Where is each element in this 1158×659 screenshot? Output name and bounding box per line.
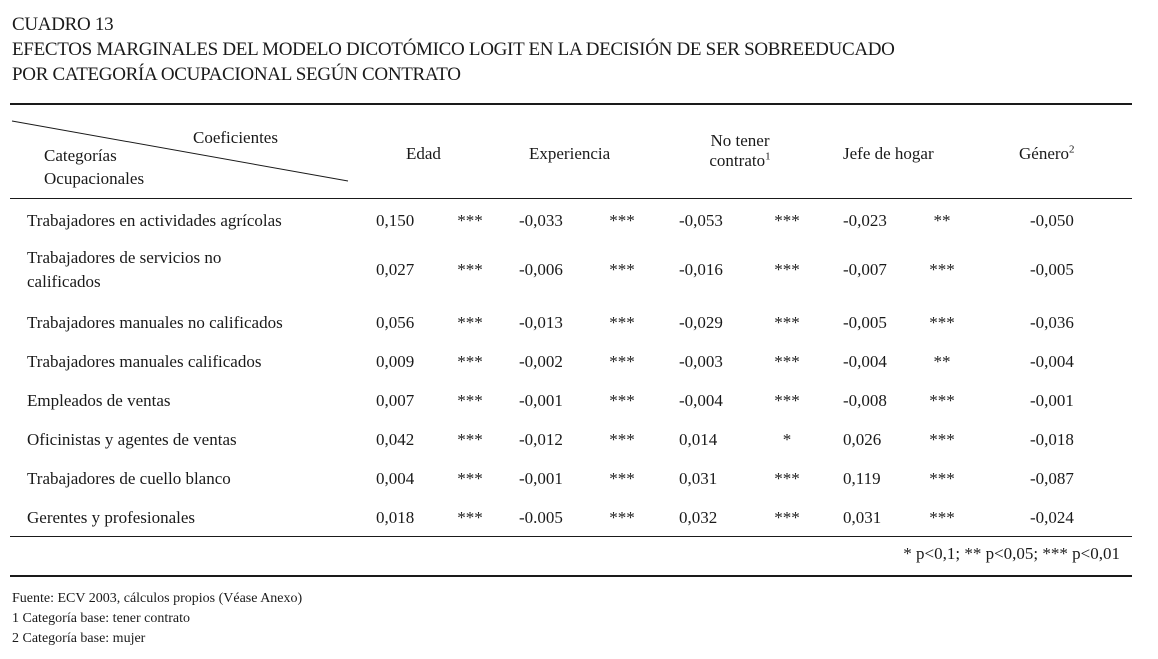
coefficient-value: 0,009 bbox=[376, 352, 415, 371]
coefficient-value: -0,008 bbox=[843, 391, 887, 410]
significance-stars: *** bbox=[457, 430, 483, 449]
row-label: Trabajadores de cuello blanco bbox=[27, 469, 231, 488]
coefficient-value: 0,031 bbox=[679, 469, 718, 488]
significance-stars: ** bbox=[933, 352, 951, 371]
significance-stars: *** bbox=[457, 260, 483, 279]
top-rule bbox=[10, 103, 1132, 105]
coefficient-value: -0,005 bbox=[1030, 260, 1074, 279]
source-note: Fuente: ECV 2003, cálculos propios (Véase Anexo) bbox=[12, 591, 303, 606]
significance-stars: *** bbox=[457, 508, 483, 527]
coefficient-value: -0,024 bbox=[1030, 508, 1074, 527]
footnotes bbox=[12, 589, 302, 649]
footnote-2: 2 Categoría base: mujer bbox=[12, 631, 146, 646]
significance-stars: *** bbox=[774, 211, 800, 230]
significance-stars: *** bbox=[929, 313, 955, 332]
header-categorias: Categorías bbox=[44, 146, 117, 165]
coefficient-value: -0,087 bbox=[1030, 469, 1074, 488]
table-number: CUADRO 13 bbox=[12, 14, 114, 35]
table-title bbox=[12, 12, 895, 87]
row-label: Trabajadores manuales calificados bbox=[27, 352, 262, 371]
header-edad: Edad bbox=[406, 144, 441, 163]
coefficient-value: -0,029 bbox=[679, 313, 723, 332]
coefficient-value: -0.005 bbox=[519, 508, 563, 527]
significance-stars: *** bbox=[609, 508, 635, 527]
significance-stars: ** bbox=[933, 211, 951, 230]
coefficient-value: -0,004 bbox=[843, 352, 887, 371]
significance-legend: * p<0,1; ** p<0,05; *** p<0,01 bbox=[903, 544, 1120, 563]
coefficient-value: 0,119 bbox=[843, 469, 881, 488]
coefficient-value: -0,016 bbox=[679, 260, 723, 279]
significance-stars: *** bbox=[609, 211, 635, 230]
coefficient-value: 0,150 bbox=[376, 211, 415, 230]
significance-stars: *** bbox=[609, 352, 635, 371]
significance-stars: *** bbox=[609, 260, 635, 279]
coefficient-value: -0,013 bbox=[519, 313, 563, 332]
coefficient-value: -0,018 bbox=[1030, 430, 1074, 449]
significance-stars: *** bbox=[457, 352, 483, 371]
significance-stars: *** bbox=[774, 260, 800, 279]
significance-stars: *** bbox=[457, 469, 483, 488]
coefficient-value: -0,053 bbox=[679, 211, 723, 230]
coefficient-value: 0,018 bbox=[376, 508, 415, 527]
significance-stars: * bbox=[782, 430, 792, 449]
coefficient-value: 0,004 bbox=[376, 469, 415, 488]
header-jefe-de-hogar: Jefe de hogar bbox=[843, 144, 934, 163]
significance-stars: *** bbox=[774, 391, 800, 410]
significance-stars: *** bbox=[774, 469, 800, 488]
row-label: Gerentes y profesionales bbox=[27, 508, 196, 527]
significance-stars: *** bbox=[929, 469, 955, 488]
footnote-1: 1 Categoría base: tener contrato bbox=[12, 611, 191, 626]
coefficient-value: 0,056 bbox=[376, 313, 415, 332]
significance-stars: *** bbox=[774, 352, 800, 371]
significance-stars: *** bbox=[457, 211, 483, 230]
row-label: Trabajadores manuales no calificados bbox=[27, 313, 283, 332]
header-genero: Género$^2$ bbox=[1019, 143, 1075, 163]
row-label: Trabajadores de servicios no calificados bbox=[27, 248, 222, 291]
row-label: Empleados de ventas bbox=[27, 391, 171, 410]
coefficient-value: 0,027 bbox=[376, 260, 415, 279]
coefficient-value: -0,003 bbox=[679, 352, 723, 371]
title-line-1: EFECTOS MARGINALES DEL MODELO DICOTÓMICO LOGIT EN LA DECISIÓN DE SER SOBREEDUCADO bbox=[12, 39, 895, 60]
coefficient-value: -0,002 bbox=[519, 352, 563, 371]
coefficient-value: -0,007 bbox=[843, 260, 887, 279]
coefficient-value: -0,001 bbox=[519, 469, 563, 488]
significance-stars: *** bbox=[457, 391, 483, 410]
header-ocupacionales: Ocupacionales bbox=[44, 169, 145, 188]
coefficient-value: -0,001 bbox=[519, 391, 563, 410]
significance-stars: *** bbox=[609, 469, 635, 488]
coefficient-value: -0,023 bbox=[843, 211, 887, 230]
header-rule bbox=[10, 198, 1132, 199]
significance-stars: *** bbox=[929, 508, 955, 527]
significance-stars: *** bbox=[929, 260, 955, 279]
significance-stars: *** bbox=[609, 313, 635, 332]
coefficient-value: 0,032 bbox=[679, 508, 718, 527]
coefficient-value: -0,012 bbox=[519, 430, 563, 449]
title-line-2: POR CATEGORÍA OCUPACIONAL SEGÚN CONTRATO bbox=[12, 64, 461, 85]
coefficient-value: -0,004 bbox=[1030, 352, 1074, 371]
coefficient-value: -0,050 bbox=[1030, 211, 1074, 230]
significance-stars: *** bbox=[609, 430, 635, 449]
header-experiencia: Experiencia bbox=[529, 144, 611, 163]
significance-stars: *** bbox=[929, 391, 955, 410]
header-no-tener-contrato: No tener contrato$^1$ bbox=[709, 131, 771, 170]
coefficient-value: 0,042 bbox=[376, 430, 415, 449]
coefficient-value: -0,006 bbox=[519, 260, 563, 279]
coefficient-value: -0,001 bbox=[1030, 391, 1074, 410]
end-rule bbox=[10, 575, 1132, 577]
significance-stars: *** bbox=[457, 313, 483, 332]
significance-stars: *** bbox=[929, 430, 955, 449]
significance-stars: *** bbox=[774, 508, 800, 527]
coefficient-value: 0,031 bbox=[843, 508, 882, 527]
bottom-rule bbox=[10, 536, 1132, 537]
header-coeficientes: Coeficientes bbox=[193, 128, 278, 147]
coefficient-value: -0,005 bbox=[843, 313, 887, 332]
significance-stars: *** bbox=[609, 391, 635, 410]
coefficient-value: -0,004 bbox=[679, 391, 723, 410]
coefficient-value: 0,026 bbox=[843, 430, 882, 449]
coefficient-value: 0,007 bbox=[376, 391, 415, 410]
coefficient-value: 0,014 bbox=[679, 430, 718, 449]
coefficient-value: -0,036 bbox=[1030, 313, 1074, 332]
row-label: Oficinistas y agentes de ventas bbox=[27, 430, 237, 449]
row-label: Trabajadores en actividades agrícolas bbox=[27, 211, 282, 230]
significance-stars: *** bbox=[774, 313, 800, 332]
coefficient-value: -0,033 bbox=[519, 211, 563, 230]
